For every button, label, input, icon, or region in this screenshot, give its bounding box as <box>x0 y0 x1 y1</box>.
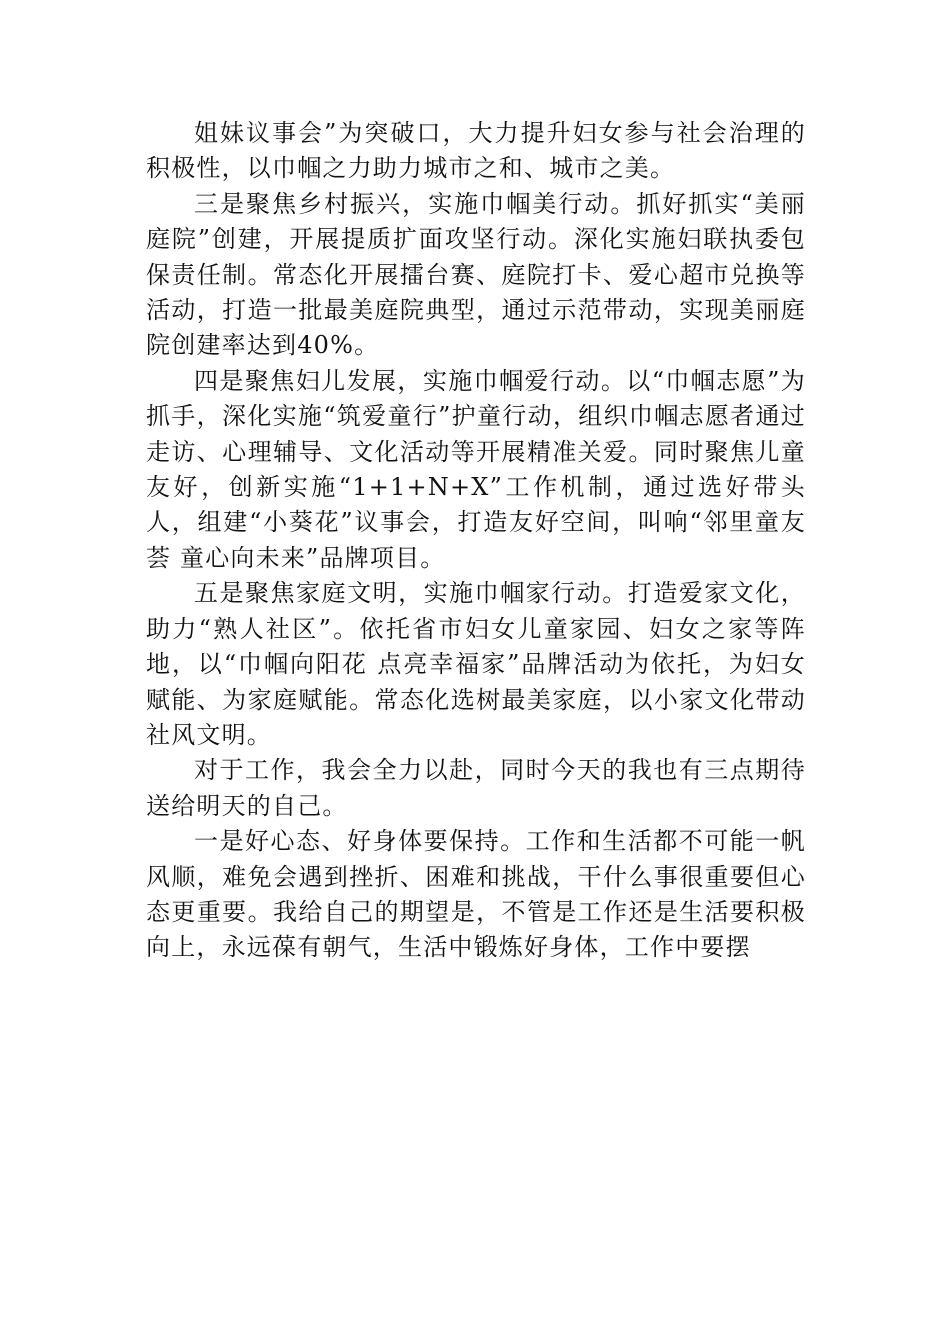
paragraph-2: 三是聚焦乡村振兴，实施巾帼美行动。抓好抓实“美丽庭院”创建，开展提质扩面攻坚行动。深化实施妇联执委包保责任制。常态化开展擂台赛、庭院打卡、爱心超市兑换等活动，打造一批最美庭院典型，通过示范带动，实现美丽庭院创建率达到40%。 <box>146 189 806 360</box>
paragraph-4: 五是聚焦家庭文明，实施巾帼家行动。打造爱家文化，助力“熟人社区”。依托省市妇女儿童家园、妇女之家等阵地，以“巾帼向阳花 点亮幸福家”品牌活动为依托，为妇女赋能、为家庭赋能。常态化选树最美家庭，以小家文化带动社风文明。 <box>146 579 806 749</box>
paragraph-6: 一是好心态、好身体要保持。工作和生活都不可能一帆风顺，难免会遇到挫折、困难和挑战，干什么事很重要但心态更重要。我给自己的期望是，不管是工作还是生活要积极向上，永远葆有朝气，生活中锻炼好身体，工作中要摆 <box>146 827 806 962</box>
paragraph-5: 对于工作，我会全力以赴，同时今天的我也有三点期待送给明天的自己。 <box>146 756 806 820</box>
document-body <box>146 116 806 966</box>
paragraph-1: 姐妹议事会”为突破口，大力提升妇女参与社会治理的积极性，以巾帼之力助力城市之和、城市之美。 <box>146 119 806 183</box>
paragraph-3: 四是聚焦妇儿发展，实施巾帼爱行动。以“巾帼志愿”为抓手，深化实施“筑爱童行”护童行动，组织巾帼志愿者通过走访、心理辅导、文化活动等开展精准关爱。同时聚焦儿童友好，创新实施“1+1+N+X”工作机制，通过选好带头人，组建“小葵花”议事会，打造友好空间，叫响“邻里童友荟 童心向未来”品牌项目。 <box>146 366 806 572</box>
